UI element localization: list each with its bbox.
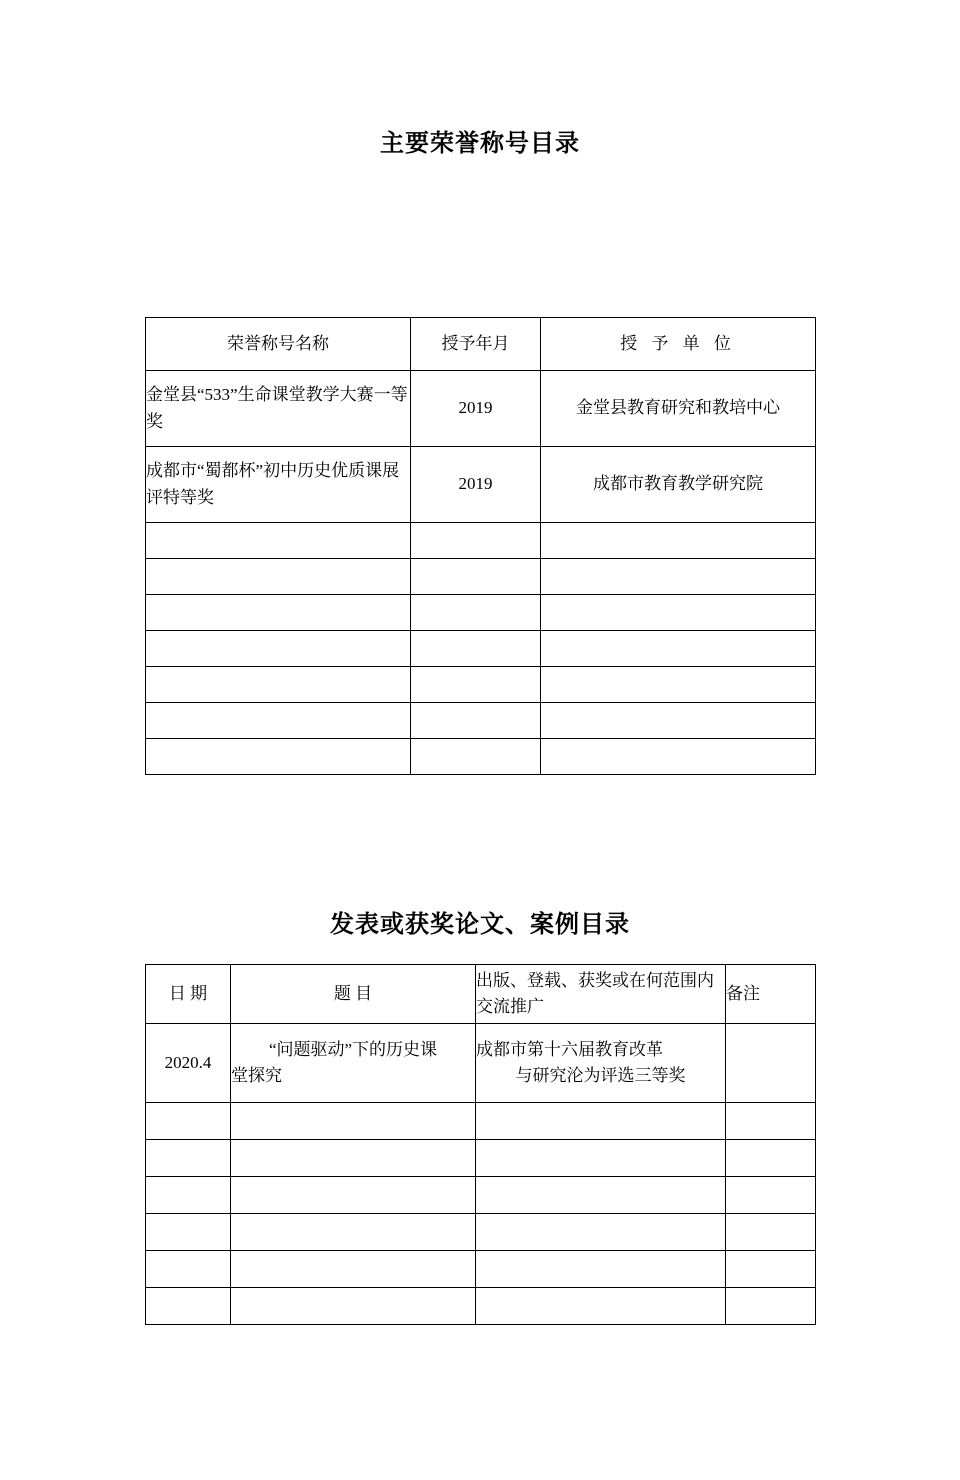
paper-header-publication: 出版、登载、获奖或在何范围内交流推广: [476, 965, 726, 1024]
paper-title-1-line1: “问题驱动”下的历史课: [268, 1039, 438, 1059]
table-row: [146, 447, 816, 523]
paper-empty-cell: [476, 1214, 726, 1251]
paper-empty-cell: [146, 1288, 231, 1325]
honor-empty-cell: [146, 523, 411, 559]
table-row-empty: [146, 703, 816, 739]
paper-empty-cell: [231, 1288, 476, 1325]
honor-empty-cell: [146, 631, 411, 667]
honor-table-header-row: [146, 318, 816, 371]
paper-title-1-line2: 堂探究: [231, 1066, 282, 1085]
table-row: [146, 371, 816, 447]
paper-empty-cell: [231, 1251, 476, 1288]
paper-header-remark: 备注: [726, 965, 816, 1024]
paper-empty-cell: [726, 1177, 816, 1214]
honor-name-2: 成都市“蜀都杯”初中历史优质课展评特等奖: [146, 447, 411, 523]
honor-empty-cell: [411, 667, 541, 703]
honor-empty-cell: [146, 739, 411, 775]
honor-empty-cell: [411, 559, 541, 595]
paper-empty-cell: [146, 1251, 231, 1288]
honor-empty-cell: [411, 631, 541, 667]
paper-empty-cell: [231, 1103, 476, 1140]
table-row-empty: [146, 559, 816, 595]
honor-empty-cell: [541, 523, 816, 559]
document-page: [0, 123, 960, 1480]
honor-header-unit: 授 予 单 位: [541, 318, 816, 371]
paper-header-date: 日 期: [146, 965, 231, 1024]
paper-empty-cell: [726, 1103, 816, 1140]
table-row-empty: [146, 1103, 816, 1140]
paper-empty-cell: [476, 1251, 726, 1288]
table-row-empty: [146, 1251, 816, 1288]
paper-publication-1-line2: 与研究沦为评选三等奖: [515, 1066, 686, 1085]
honor-section-title: 主要荣誉称号目录: [380, 131, 580, 157]
paper-empty-cell: [476, 1177, 726, 1214]
table-row-empty: [146, 667, 816, 703]
paper-title-1: [231, 1024, 476, 1103]
honor-name-1: 金堂县“533”生命课堂教学大赛一等奖: [146, 371, 411, 447]
honor-empty-cell: [541, 559, 816, 595]
paper-empty-cell: [726, 1140, 816, 1177]
honor-empty-cell: [541, 667, 816, 703]
paper-publication-1: [476, 1024, 726, 1103]
honor-empty-cell: [541, 739, 816, 775]
honor-header-year: 授予年月: [411, 318, 541, 371]
honor-year-2: 2019: [411, 447, 541, 523]
paper-empty-cell: [146, 1214, 231, 1251]
paper-section-title: 发表或获奖论文、案例目录: [330, 912, 630, 938]
paper-empty-cell: [231, 1214, 476, 1251]
table-row-empty: [146, 595, 816, 631]
table-row-empty: [146, 523, 816, 559]
honor-header-name: 荣誉称号名称: [146, 318, 411, 371]
paper-table-header-row: [146, 965, 816, 1024]
paper-publication-1-line1: 成都市第十六届教育改革: [476, 1039, 663, 1059]
honor-empty-cell: [146, 559, 411, 595]
honor-empty-cell: [541, 703, 816, 739]
paper-empty-cell: [231, 1140, 476, 1177]
paper-empty-cell: [726, 1251, 816, 1288]
paper-table: [145, 964, 816, 1325]
paper-remark-1: [726, 1024, 816, 1103]
paper-empty-cell: [476, 1288, 726, 1325]
table-row-empty: [146, 1288, 816, 1325]
paper-header-title: 题 目: [231, 965, 476, 1024]
paper-empty-cell: [726, 1214, 816, 1251]
paper-empty-cell: [726, 1288, 816, 1325]
honor-empty-cell: [411, 523, 541, 559]
paper-empty-cell: [476, 1103, 726, 1140]
honor-unit-2: 成都市教育教学研究院: [541, 447, 816, 523]
table-row-empty: [146, 739, 816, 775]
honor-table: [145, 317, 816, 775]
honor-empty-cell: [411, 595, 541, 631]
honor-empty-cell: [411, 739, 541, 775]
honor-empty-cell: [146, 667, 411, 703]
paper-empty-cell: [146, 1140, 231, 1177]
honor-empty-cell: [146, 595, 411, 631]
table-row: [146, 1024, 816, 1103]
honor-year-1: 2019: [411, 371, 541, 447]
honor-unit-1: 金堂县教育研究和教培中心: [541, 371, 816, 447]
paper-empty-cell: [146, 1177, 231, 1214]
paper-date-1: 2020.4: [146, 1024, 231, 1103]
paper-empty-cell: [146, 1103, 231, 1140]
paper-empty-cell: [476, 1140, 726, 1177]
honor-empty-cell: [146, 703, 411, 739]
table-row-empty: [146, 631, 816, 667]
paper-empty-cell: [231, 1177, 476, 1214]
honor-empty-cell: [541, 631, 816, 667]
table-row-empty: [146, 1140, 816, 1177]
honor-empty-cell: [541, 595, 816, 631]
honor-empty-cell: [411, 703, 541, 739]
table-row-empty: [146, 1214, 816, 1251]
table-row-empty: [146, 1177, 816, 1214]
